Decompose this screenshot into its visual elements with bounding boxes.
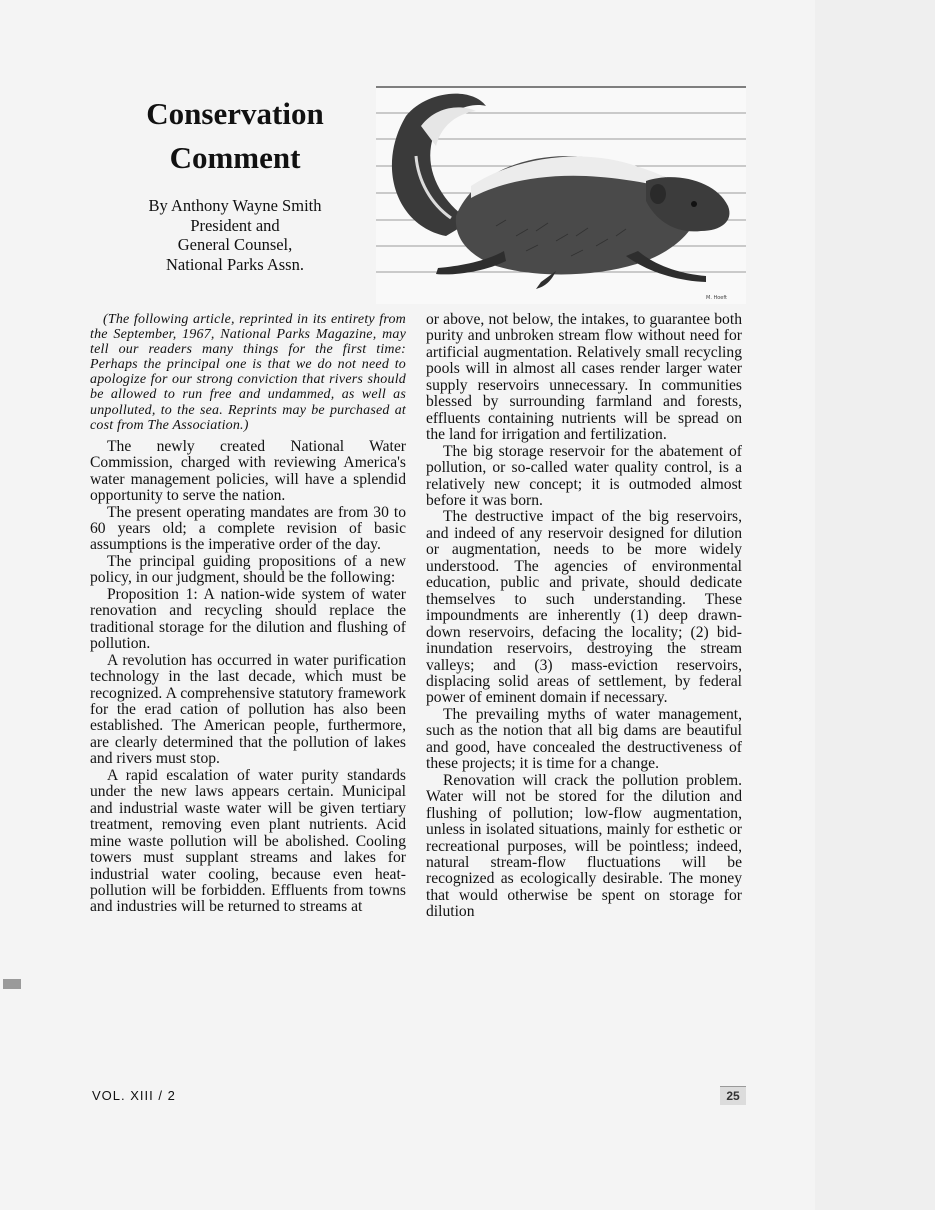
title-line-2: Comment [169, 140, 301, 175]
skunk-illustration [376, 86, 746, 304]
byline-organization: National Parks Assn. [166, 254, 304, 274]
title-line-1: Conservation [146, 96, 324, 131]
paragraph: The big storage reservoir for the abatement of pollution, or so-called water quality control, is a relatively new concept; it is outmoded almost before it was born. [426, 442, 742, 509]
byline-role-2: General Counsel, [177, 235, 293, 254]
byline-author: By Anthony Wayne Smith [148, 196, 322, 215]
skunk-icon [376, 86, 746, 304]
paragraph: The destructive impact of the big reservoirs, and indeed of any reservoir designed for dilution or augmentation, needs to be more widely understood. The agencies of environmental education, public and private, should dedicate themselves to such understanding. These impoundments are inherently (1) deep drawn-down reservoirs, defacing the locality; (2) bid-inundation reservoirs, destroying the stream valleys; and (3) mass-eviction reservoirs, displacing solid areas of settlement, by federal power of eminent domain if necessary. [426, 508, 742, 707]
paragraph: The prevailing myths of water management, such as the notion that all big dams are beautiful and good, have concealed the destructiveness of these projects; it is time for a change. [426, 705, 742, 773]
article-title [90, 92, 380, 180]
byline [90, 196, 380, 274]
paragraph: A rapid escalation of water purity standards under the new laws appears certain. Municipal and industrial waste water will be given tertiary treatment, removing even plant nutrients. Acid mine waste pollution will be abolished. Cooling towers must supplant streams and lakes for industrial water cooling, because even heat-pollution will be forbidden. Effluents from towns and industries will be returned to streams at [90, 766, 406, 916]
article-header [90, 92, 380, 274]
paragraph: Renovation will crack the pollution problem. Water will not be stored for the dilution and flushing of pollution; low-flow augmentation, unless in isolated situations, mainly for esthetic or recreational purposes, will be pointless; indeed, natural stream-flow fluctuations will be recognized as ecologically desirable. The money that would otherwise be spent on storage for dilution [426, 771, 742, 921]
volume-label: VOL. XIII / 2 [92, 1088, 176, 1103]
paragraph: or above, not below, the intakes, to guarantee both purity and unbroken stream flow without need for artificial augmentation. Relatively small recycling pools will in almost all cases render larger water supply reservoirs unnecessary. In communities blessed by surrounding farmland and forests, effluents containing nutrients will be spread on the land for irrigation and fertilization. [426, 311, 742, 444]
paragraph: The newly created National Water Commission, charged with reviewing America's water management policies, will have a splendid opportunity to serve the nation. [90, 437, 406, 505]
paragraph: Proposition 1: A nation-wide system of water renovation and recycling should replace the traditional storage for the dilution and flushing of pollution. [90, 585, 406, 653]
artist-mark: M. Hoeft [706, 295, 728, 301]
byline-role-1: President and [190, 215, 280, 235]
scan-edge-mark [3, 979, 21, 989]
article-column-right [426, 312, 742, 921]
page-number: 25 [720, 1086, 746, 1105]
paragraph: The present operating mandates are from 30 to 60 years old; a complete revision of basic assumptions is the imperative order of the day. [90, 503, 406, 554]
paragraph: A revolution has occurred in water purification technology in the last decade, which must be recognized. A comprehensive statutory framework for the erad cation of pollution has also been established. The American people, furthermore, are clearly determined that the pollution of lakes and rivers must stop. [90, 651, 406, 768]
editor-note: (The following article, reprinted in its entirety from the September, 1967, National Parks Magazine, may tell our readers many things for the first time: Perhaps the principal one is that we do not need to apologize for our strong conviction that rivers should be allowed to run free and undammed, as well as unpolluted, to the sea. Reprints may be purchased at cost from The Association.) [90, 312, 406, 433]
paragraph: The principal guiding propositions of a new policy, in our judgment, should be the following: [90, 552, 406, 587]
article-column-left [90, 312, 406, 916]
